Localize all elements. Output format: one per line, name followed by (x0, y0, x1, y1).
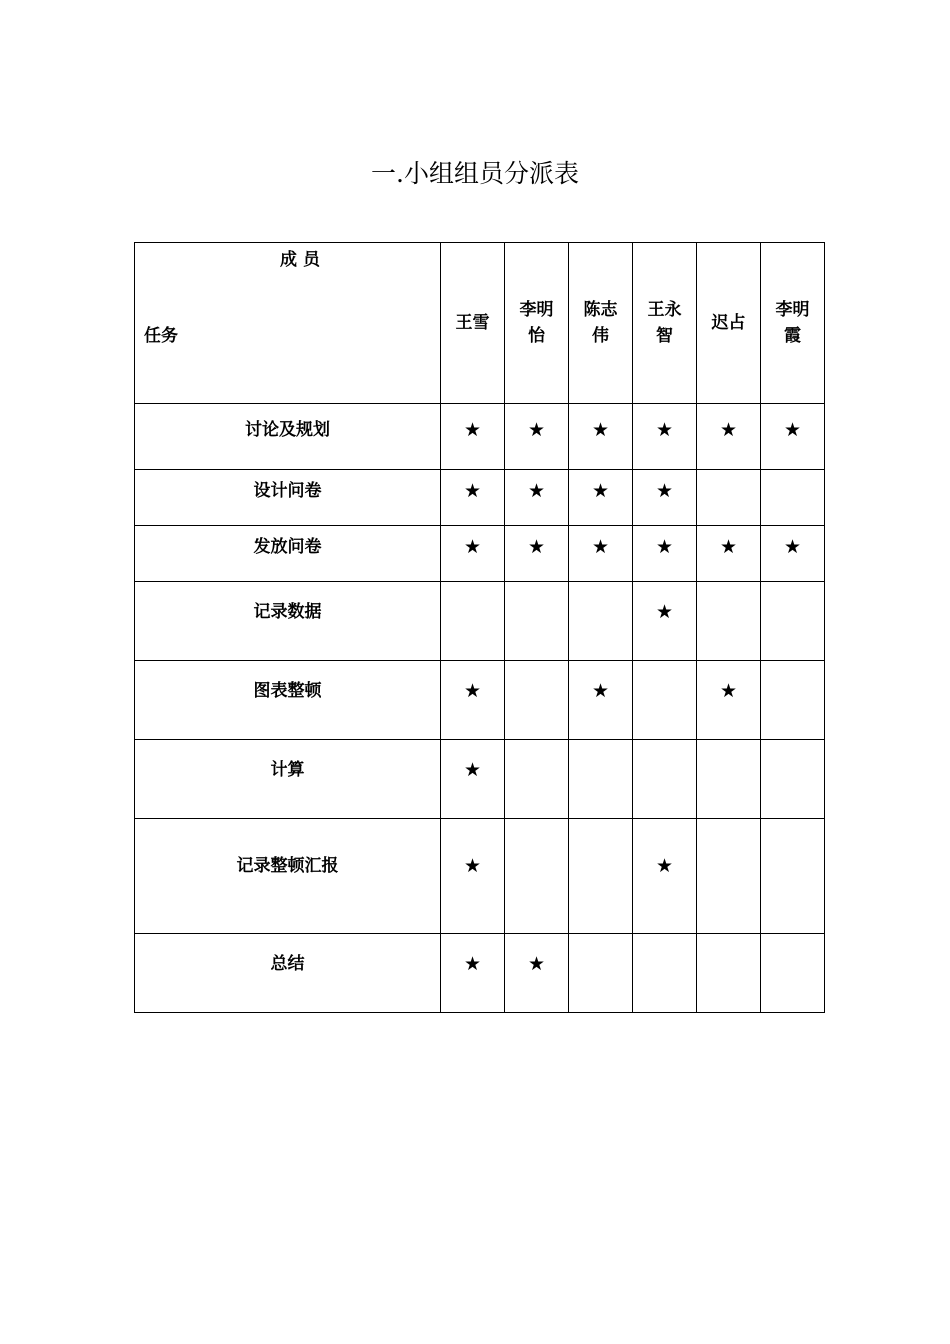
assignment-cell (569, 934, 633, 1013)
page-title: 一.小组组员分派表 (371, 159, 579, 188)
assignment-cell (505, 661, 569, 740)
assignment-cell (633, 526, 697, 582)
star-icon: ★ (655, 601, 674, 623)
star-icon: ★ (463, 759, 482, 781)
task-cell (135, 740, 441, 819)
member-name: 李明霞 (775, 300, 810, 346)
member-name: 王雪 (455, 313, 490, 333)
assignment-cell (569, 404, 633, 470)
member-name: 迟占 (711, 313, 746, 333)
star-icon: ★ (655, 855, 674, 877)
assignment-cell (633, 661, 697, 740)
assignment-cell (633, 934, 697, 1013)
star-icon: ★ (527, 480, 546, 502)
task-label: 计算 (270, 760, 305, 780)
assignment-cell (633, 819, 697, 934)
star-icon: ★ (783, 419, 802, 441)
assignment-cell (761, 582, 825, 661)
assignment-cell (505, 526, 569, 582)
member-name: 王永智 (647, 300, 682, 346)
star-icon: ★ (463, 855, 482, 877)
task-label: 发放问卷 (253, 537, 322, 557)
assignment-cell (761, 470, 825, 526)
member-header-cell (569, 243, 633, 404)
assignment-cell (761, 819, 825, 934)
star-icon: ★ (591, 419, 610, 441)
member-name: 陈志伟 (583, 300, 618, 346)
assignment-cell (441, 404, 505, 470)
assignment-cell (761, 404, 825, 470)
assignment-cell (505, 740, 569, 819)
assignment-cell (569, 740, 633, 819)
star-icon: ★ (463, 953, 482, 975)
task-label: 记录数据 (253, 602, 322, 622)
assignment-cell (633, 404, 697, 470)
member-header-cell (633, 243, 697, 404)
assignment-cell (505, 582, 569, 661)
assignment-cell (569, 582, 633, 661)
assignment-cell (569, 470, 633, 526)
assignment-cell (569, 526, 633, 582)
task-label: 设计问卷 (253, 481, 322, 501)
header-corner-cell (135, 243, 441, 404)
assignment-cell (633, 470, 697, 526)
star-icon: ★ (655, 480, 674, 502)
table-row (135, 526, 825, 582)
star-icon: ★ (527, 953, 546, 975)
assignment-cell (697, 582, 761, 661)
table-row (135, 661, 825, 740)
task-label: 总结 (270, 954, 305, 974)
tasks-label: 任务 (144, 326, 178, 346)
assignment-cell (761, 740, 825, 819)
members-label: 成 员 (280, 250, 320, 270)
task-label: 图表整顿 (253, 681, 322, 701)
task-cell (135, 934, 441, 1013)
assignment-cell (697, 740, 761, 819)
assignment-cell (697, 404, 761, 470)
assignment-cell (761, 526, 825, 582)
star-icon: ★ (719, 419, 738, 441)
table-row (135, 470, 825, 526)
assignment-cell (505, 404, 569, 470)
assignment-cell (505, 934, 569, 1013)
assignment-cell (569, 661, 633, 740)
task-cell (135, 582, 441, 661)
task-cell (135, 404, 441, 470)
assignment-cell (697, 470, 761, 526)
star-icon: ★ (591, 680, 610, 702)
star-icon: ★ (527, 419, 546, 441)
task-label: 记录整顿汇报 (236, 856, 339, 876)
task-cell (135, 470, 441, 526)
task-cell (135, 661, 441, 740)
assignment-table (134, 242, 825, 1013)
task-cell (135, 526, 441, 582)
star-icon: ★ (655, 536, 674, 558)
assignment-cell (441, 526, 505, 582)
member-name: 李明怡 (519, 300, 554, 346)
table-row (135, 934, 825, 1013)
assignment-cell (761, 934, 825, 1013)
assignment-cell (441, 661, 505, 740)
assignment-cell (697, 819, 761, 934)
task-label: 讨论及规划 (245, 420, 330, 440)
assignment-cell (569, 819, 633, 934)
star-icon: ★ (591, 480, 610, 502)
assignment-cell (441, 470, 505, 526)
table-row (135, 582, 825, 661)
member-header-cell (505, 243, 569, 404)
star-icon: ★ (783, 536, 802, 558)
assignment-cell (441, 934, 505, 1013)
assignment-cell (505, 819, 569, 934)
assignment-table-body (135, 243, 825, 1013)
star-icon: ★ (527, 536, 546, 558)
table-row (135, 404, 825, 470)
task-cell (135, 819, 441, 934)
star-icon: ★ (719, 680, 738, 702)
star-icon: ★ (655, 419, 674, 441)
star-icon: ★ (463, 536, 482, 558)
assignment-cell (505, 470, 569, 526)
table-row (135, 819, 825, 934)
member-header-cell (761, 243, 825, 404)
assignment-cell (697, 661, 761, 740)
star-icon: ★ (463, 419, 482, 441)
assignment-cell (633, 582, 697, 661)
assignment-cell (633, 740, 697, 819)
assignment-cell (441, 819, 505, 934)
star-icon: ★ (463, 680, 482, 702)
assignment-cell (697, 526, 761, 582)
header-row (135, 243, 825, 404)
assignment-cell (697, 934, 761, 1013)
assignment-cell (441, 582, 505, 661)
assignment-cell (441, 740, 505, 819)
assignment-cell (761, 661, 825, 740)
table-row (135, 740, 825, 819)
star-icon: ★ (463, 480, 482, 502)
star-icon: ★ (719, 536, 738, 558)
star-icon: ★ (591, 536, 610, 558)
member-header-cell (697, 243, 761, 404)
